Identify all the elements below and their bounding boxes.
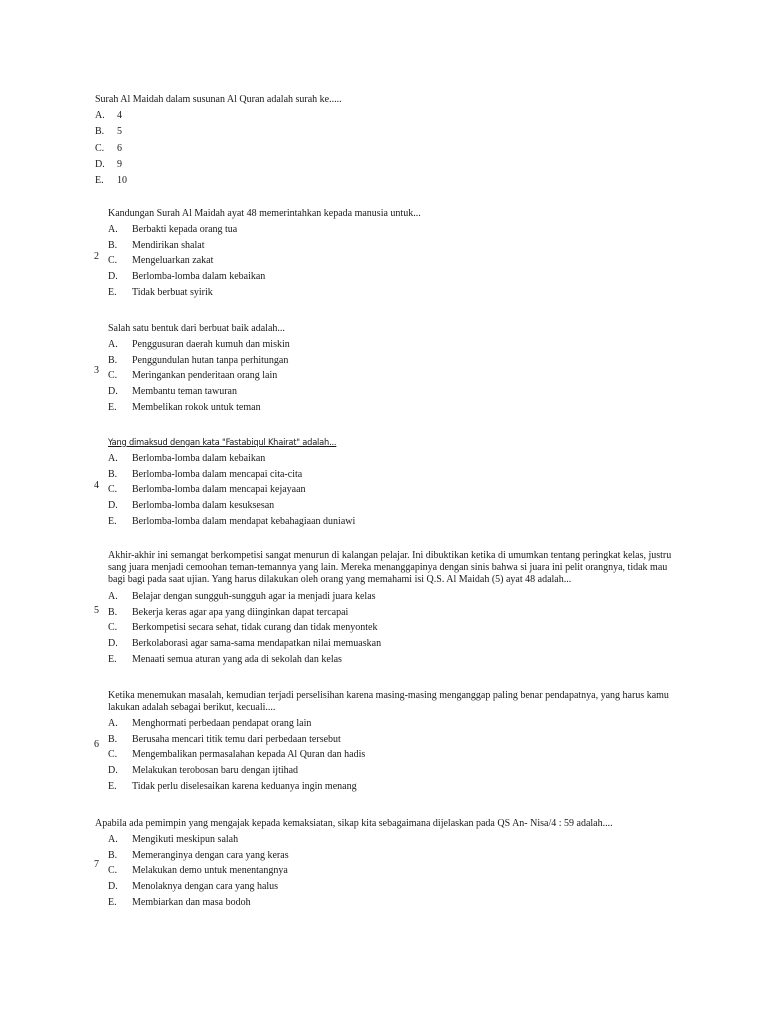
option-e: E. Tidak perlu diselesaikan karena keduanya ingin menang [108, 780, 357, 792]
option-a: A. Penggusuran daerah kumuh dan miskin [108, 338, 290, 350]
option-d: D. Berkolaborasi agar sama-sama mendapatkan nilai memuaskan [108, 637, 382, 649]
question-text: Salah satu bentuk dari berbuat baik adalah... [108, 323, 285, 334]
option-b: B. Mendirikan shalat [108, 239, 205, 251]
question-text: Surah Al Maidah dalam susunan Al Quran adalah surah ke..... [95, 94, 342, 105]
question-text: Yang dimaksud dengan kata "Fastabiqul Khairat" adalah... [108, 437, 337, 448]
option-b: B. Berlomba-lomba dalam mencapai cita-cita [108, 468, 303, 480]
option-c: C. Berkompetisi secara sehat, tidak curang dan tidak menyontek [108, 622, 378, 634]
question-text: Akhir-akhir ini semangat berkompetisi sangat menurun di kalangan pelajar. Ini dibuktikan ketika di umumkan tentang peringkat kelas, justru sang juara menjadi cemoohan teman-temannya yang lain. Mereka menanggapinya dengan sinis bahwa si juara ini pelit orangnya, tidak mau bagi bagi pada saat ujian. Yang harus dilakukan oleh orang yang memahami isi Q.S. Al Maidah (5) ayat 48 adalah... [108, 550, 672, 585]
option-c: C. Meringankan penderitaan orang lain [108, 370, 278, 382]
option-e: E. 10 [95, 175, 127, 187]
option-d: D. Berlomba-lomba dalam kesuksesan [108, 499, 275, 511]
option-e: E. Tidak berbuat syirik [108, 286, 213, 298]
option-e: E. Membiarkan dan masa bodoh [108, 896, 251, 908]
option-c: C. Mengembalikan permasalahan kepada Al Quran dan hadis [108, 749, 366, 761]
option-a: A. Berlomba-lomba dalam kebaikan [108, 452, 266, 464]
question-5 [108, 550, 671, 667]
option-b: B. Bekerja keras agar apa yang diinginkan dapat tercapai [108, 606, 349, 618]
option-d: D. Menolaknya dengan cara yang halus [108, 880, 279, 892]
option-d: D. Membantu teman tawuran [108, 385, 237, 397]
question-number: 4 [94, 480, 99, 491]
option-a: A. Mengikuti meskipun salah [108, 833, 239, 845]
option-b: B. Memeranginya dengan cara yang keras [108, 849, 289, 861]
option-b: B. Berusaha mencari titik temu dari perbedaan tersebut [108, 733, 341, 745]
option-a: A. 4 [95, 110, 122, 122]
question-4 [108, 437, 355, 529]
question-number: 5 [94, 605, 99, 616]
question-1 [95, 92, 342, 189]
option-c: C. 6 [95, 142, 122, 154]
option-a: A. Berbakti kepada orang tua [108, 223, 238, 235]
option-d: D. 9 [95, 159, 122, 171]
option-e: E. Menaati semua aturan yang ada di sekolah dan kelas [108, 653, 342, 665]
option-e: E. Berlomba-lomba dalam mendapat kebahagiaan duniawi [108, 515, 356, 527]
question-number: 3 [94, 365, 99, 376]
option-d: D. Berlomba-lomba dalam kebaikan [108, 270, 266, 282]
question-number: 2 [94, 251, 99, 262]
question-text: Apabila ada pemimpin yang mengajak kepada kemaksiatan, sikap kita sebagaimana dijelaskan pada QS An- Nisa/4 : 59 adalah.... [95, 818, 613, 829]
option-a: A. Belajar dengan sungguh-sungguh agar ia menjadi juara kelas [108, 590, 376, 602]
option-e: E. Membelikan rokok untuk teman [108, 401, 261, 413]
option-c: C. Melakukan demo untuk menentangnya [108, 865, 288, 877]
question-3 [108, 323, 290, 415]
question-text: Kandungan Surah Al Maidah ayat 48 memerintahkan kepada manusia untuk... [108, 208, 421, 219]
question-number: 6 [94, 739, 99, 750]
option-d: D. Melakukan terobosan baru dengan ijtihad [108, 764, 299, 776]
option-c: C. Berlomba-lomba dalam mencapai kejayaan [108, 484, 306, 496]
question-text: Ketika menemukan masalah, kemudian terjadi perselisihan karena masing-masing menganggap paling benar pendapatnya, yang harus kamu lakukan adalah sebagai berikut, kecuali.... [108, 690, 669, 713]
option-b: B. 5 [95, 126, 122, 138]
option-c: C. Mengeluarkan zakat [108, 255, 214, 267]
question-7 [95, 818, 613, 910]
option-a: A. Menghormati perbedaan pendapat orang lain [108, 717, 312, 729]
question-2 [108, 208, 421, 300]
question-6 [108, 690, 669, 794]
option-b: B. Penggundulan hutan tanpa perhitungan [108, 354, 289, 366]
question-number: 7 [94, 859, 99, 870]
